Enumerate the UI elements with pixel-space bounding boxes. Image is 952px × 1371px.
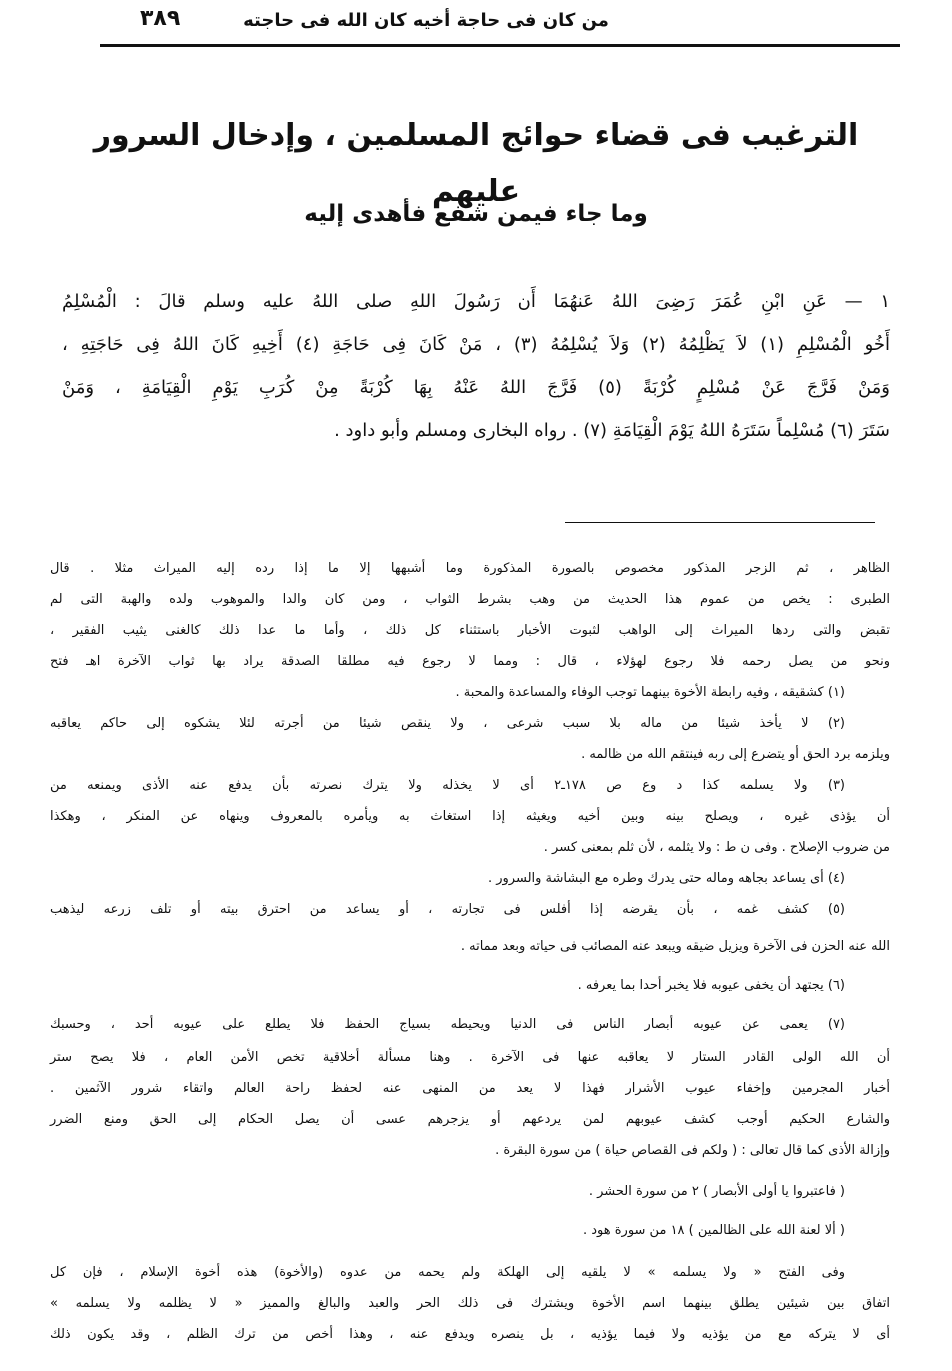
footnote-line: اتفاق بين شيئين يطلق بينهما اسم الأخوة ويشترك فى ذلك الحر والعبد والبالغ والمميز « لا يظلمه ولا يسلمه » <box>50 1296 890 1311</box>
footnote-6: (٦) يجتهد أن يخفى عيوبه فلا يخبر أحدا بما يعرفه . <box>577 978 845 993</box>
hadith-line: أَخُو الْمُسْلِمِ (١) لاَ يَظْلِمُهُ (٢) وَلاَ يُسْلِمُهُ (٣) ، مَنْ كَانَ فِى حَاجَةِ (٤) أَخِيهِ كَانَ اللهُ فِى حَاجَتِهِ ، <box>62 334 890 355</box>
footnote-line: تقبض والتى ردها الميراث إلى الواهب لثبوت الأخبار باستثناء كل ذلك ، وأما ما عدا ذلك كالغنى يثيب الفقير ، <box>50 623 890 638</box>
chapter-subtitle: وما جاء فيمن شفع فأهدى إليه <box>304 201 648 227</box>
hadith-text <box>62 280 890 452</box>
footnote-line: وإزالة الأذى كما قال تعالى : ( ولكم فى القصاص حياة ) من سورة البقرة . <box>495 1143 890 1158</box>
footnote-line: الله عنه الحزن فى الآخرة ويزيل ضيقه ويبعد عنه المصائب فى حياته وبعد مماته . <box>460 939 890 954</box>
footnote-1: (١) كشقيقه ، وفيه رابطة الأخوة بينهما توجب الوفاء والمساعدة والمحبة . <box>455 685 845 700</box>
footnote-line: ويلزمه برد الحق أو يتضرع إلى ربه فينتقم الله من ظالمه . <box>581 747 890 762</box>
footnote-line: الظاهر ، ثم الزجر المذكور مخصوص بالصورة المذكورة وما أشبهها إلا ما إذا رده إليه الميراث مثلا . قال <box>50 561 890 576</box>
hadith-line: وَمَنْ فَرَّجَ عَنْ مُسْلِمٍ كُرْبَةً (٥) فَرَّجَ اللهُ عَنْهُ بِهَا كُرْبَةً مِنْ كُرَبِ يَوْمِ الْقِيَامَةِ ، وَمَنْ <box>62 377 890 398</box>
footnote-line: أن يؤذى غيره ، ويصلح بينه وبين أخيه ويغيثه إذا استغاث به ويأمره بالمعروف وينهاه عن المنكر ، وهكذا <box>50 809 890 824</box>
footnote-line: أى لا يتركه مع من يؤذيه ولا فيما يؤذيه ، بل ينصره ويدفع عنه ، وهذا أخص من ترك الظلم ، وقد يكون ذلك <box>50 1327 890 1342</box>
footnote-separator <box>565 522 875 523</box>
page-number: ٣٨٩ <box>140 6 181 31</box>
footnote-4: (٤) أى يساعد بجاهه وماله حتى يدرك وطره مع البشاشة والسرور . <box>487 871 845 886</box>
footnote-line: وفى الفتح « ولا يسلمه » لا يلقيه إلى الهلكة ولم يحمه من عدوه (والأخوة) هذه أخوة الإسلام ، فإن كل <box>50 1265 845 1280</box>
footnote-line: أن الله الولى القادر الستار لا يعاقبه عنها فى الآخرة . وهنا مسألة أخلاقية تخص الأمن العام ، فلا يصح ستر <box>50 1050 890 1065</box>
footnote-line: والشارع الحكيم أوجب كشف عيوبهم لمن يردعهم أو يزجرهم عسى أن يصل الحكام إلى الحق ومنع الضرر <box>50 1112 890 1127</box>
chapter-title: الترغيب فى قضاء حوائج المسلمين ، وإدخال السرور عليهم <box>93 118 859 209</box>
footnote-line: الطبرى : يخص من عموم هذا الحديث من وهب بشرط الثواب ، ومن كان والدا والموهوب ولده والهبة التى لم <box>50 592 890 607</box>
footnote-3: (٣) ولا يسلمه كذا د وع ص ١٧٨ـ٢ أى لا يخذله ولا يترك نصرته بأن يدفع عنه الأذى ويمنعه من <box>50 778 845 793</box>
hadith-line: سَتَرَ (٦) مُسْلِماً سَتَرَهُ اللهُ يَوْمَ الْقِيَامَةِ (٧) . رواه البخارى ومسلم وأبو داود . <box>334 420 890 441</box>
quran-quote: ( فاعتبروا يا أولى الأبصار ) ٢ من سورة الحشر . <box>588 1184 845 1199</box>
footnote-7: (٧) يعمى عن عيوبه أبصار الناس فى الدنيا ويحيطه بسياج الحفظ فلا يطلع على عيوبه أحد ، وحسبك <box>50 1017 845 1032</box>
quran-quote: ( ألا لعنة الله على الظالمين ) ١٨ من سورة هود . <box>582 1223 845 1238</box>
footnote-line: من ضروب الإصلاح . وفى ن ط : ولا يثلمه ، لأن ثلم بمعنى كسر . <box>543 840 890 855</box>
footnote-line: ونحو من يصل رحمه فلا رجوع لهؤلاء ، قال : ومما لا رجوع فيه مطلقا الصدقة يراد بها ثواب الآخرة اهـ فتح <box>50 654 890 669</box>
hadith-line: ١ — عَنِ ابْنِ عُمَرَ رَضِىَ اللهُ عَنهُمَا أَن رَسُولَ اللهِ صلى اللهُ عليه وسلم قالَ : الْمُسْلِمُ <box>62 291 890 312</box>
footnote-line: أخبار المجرمين وإخفاء عيوب الأشرار فهذا لا يعد من المنهى عنه لحفظ راحة العالم واتقاء شرور الآثمين . <box>50 1081 890 1096</box>
running-header: من كان فى حاجة أخيه كان الله فى حاجته <box>243 10 609 31</box>
footnotes <box>50 553 890 1350</box>
footnote-5: (٥) كشف غمه ، بأن يقرضه إذا أفلس فى تجارته ، أو يساعد من احترق بيته أو تلف زرعه ليذهب <box>50 902 845 917</box>
header-rule <box>100 44 900 47</box>
footnote-2: (٢) لا يأخذ شيئا من ماله بلا سبب شرعى ، ولا ينقص شيئا من أجرته لئلا يشكوه إلى حاكم يعاقبه <box>50 716 845 731</box>
